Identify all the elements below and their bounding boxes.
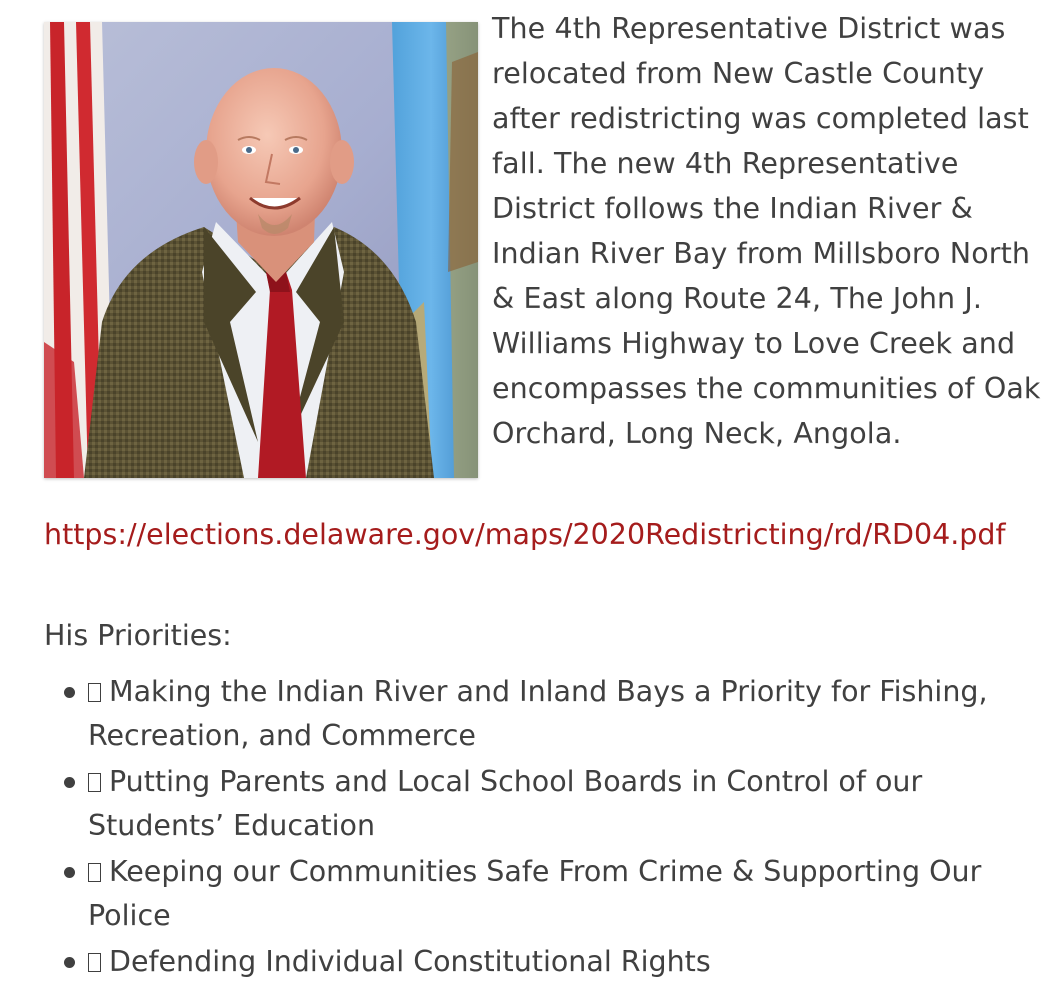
priorities-heading: His Priorities:	[44, 619, 232, 652]
missing-glyph-box-icon	[88, 683, 101, 702]
priority-text: Making the Indian River and Inland Bays a Priority for Fishing, Recreation, and Commerce	[88, 675, 988, 752]
list-item	[88, 940, 1048, 984]
representative-portrait	[44, 22, 478, 478]
list-item	[88, 760, 1048, 848]
priority-text: Putting Parents and Local School Boards in Control of our Students’ Education	[88, 765, 923, 842]
list-item	[88, 850, 1048, 938]
missing-glyph-box-icon	[88, 773, 101, 792]
priorities-list	[88, 670, 1048, 986]
portrait-image	[44, 22, 478, 478]
bullet-icon	[64, 687, 75, 698]
priority-text: Defending Individual Constitutional Rights	[109, 945, 711, 978]
list-item	[88, 670, 1048, 758]
missing-glyph-box-icon	[88, 953, 101, 972]
bullet-icon	[64, 777, 75, 788]
missing-glyph-box-icon	[88, 863, 101, 882]
bullet-icon	[64, 957, 75, 968]
bullet-icon	[64, 867, 75, 878]
priority-text: Keeping our Communities Safe From Crime & Supporting Our Police	[88, 855, 982, 932]
redistricting-map-link[interactable]: https://elections.delaware.gov/maps/2020Redistricting/rd/RD04.pdf	[44, 518, 1006, 551]
district-description: The 4th Representative District was relocated from New Castle County after redistricting was completed last fall. The new 4th Representative District follows the Indian River & Indian River Bay from Millsboro North & East along Route 24, The John J. Williams Highway to Love Creek and encompasses the communities of Oak Orchard, Long Neck, Angola.	[492, 12, 1041, 450]
